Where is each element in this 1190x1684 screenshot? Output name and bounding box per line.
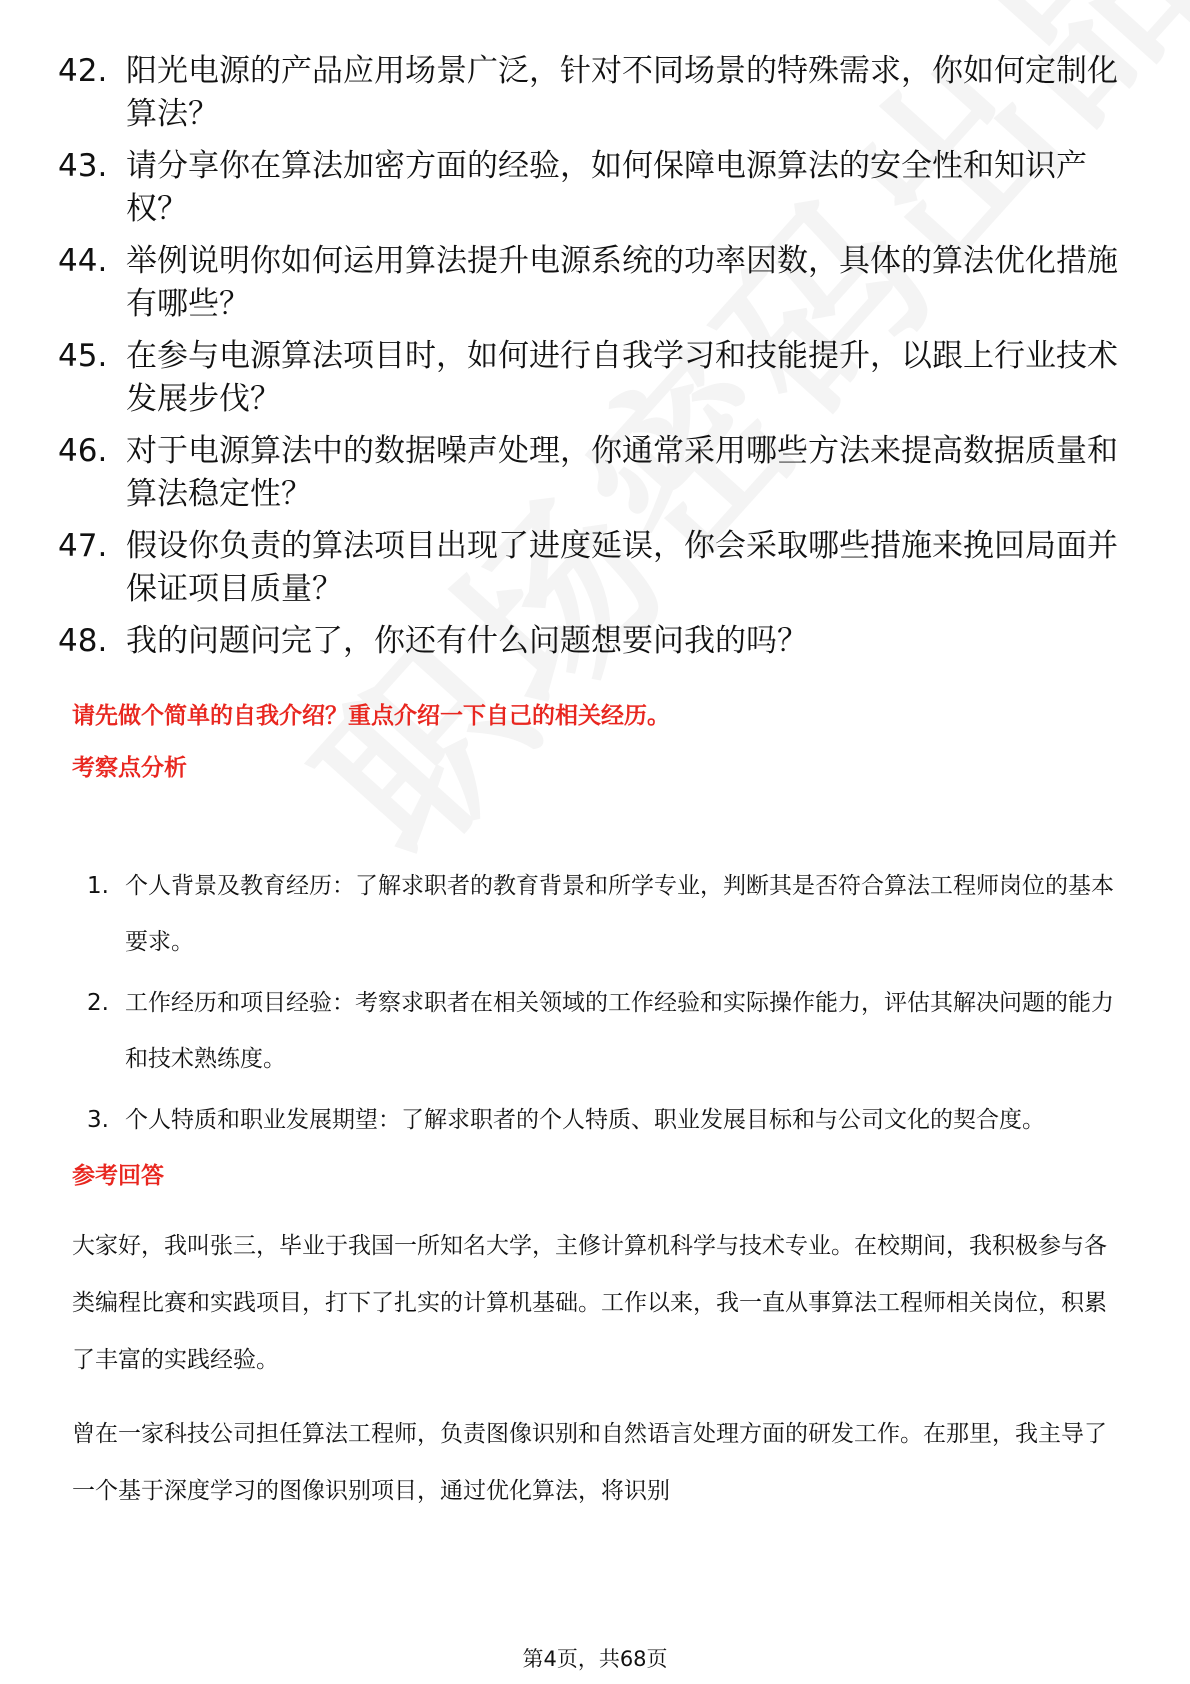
analysis-number: 3. bbox=[87, 1107, 109, 1133]
question-text: 对于电源算法中的数据噪声处理，你通常采用哪些方法来提高数据质量和算法稳定性？ bbox=[126, 433, 1118, 512]
question-item bbox=[58, 335, 1118, 421]
question-item bbox=[58, 525, 1118, 611]
question-number: 48. bbox=[58, 623, 108, 659]
answer-heading: 参考回答 bbox=[72, 1163, 164, 1189]
section-question-heading: 请先做个简单的自我介绍？重点介绍一下自己的相关经历。 bbox=[72, 703, 670, 729]
analysis-item bbox=[72, 858, 1118, 970]
question-list bbox=[58, 50, 1118, 672]
question-number: 47. bbox=[58, 528, 108, 564]
analysis-text: 个人背景及教育经历：了解求职者的教育背景和所学专业，判断其是否符合算法工程师岗位的基本要求。 bbox=[125, 873, 1114, 955]
question-item bbox=[58, 240, 1118, 326]
analysis-text: 工作经历和项目经验：考察求职者在相关领域的工作经验和实际操作能力，评估其解决问题的能力和技术熟练度。 bbox=[125, 990, 1114, 1072]
answer-paragraph: 大家好，我叫张三，毕业于我国一所知名大学，主修计算机科学与技术专业。在校期间，我积极参与各类编程比赛和实践项目，打下了扎实的计算机基础。工作以来，我一直从事算法工程师相关岗位，积累了丰富的实践经验。 bbox=[72, 1233, 1107, 1373]
question-text: 我的问题问完了，你还有什么问题想要问我的吗？ bbox=[126, 623, 808, 659]
question-text: 请分享你在算法加密方面的经验，如何保障电源算法的安全性和知识产权？ bbox=[126, 148, 1087, 227]
question-text: 阳光电源的产品应用场景广泛，针对不同场景的特殊需求，你如何定制化算法？ bbox=[126, 53, 1118, 132]
question-number: 46. bbox=[58, 433, 108, 469]
analysis-number: 2. bbox=[87, 990, 109, 1016]
page-footer: 第4页，共68页 bbox=[522, 1647, 668, 1671]
question-text: 假设你负责的算法项目出现了进度延误，你会采取哪些措施来挽回局面并保证项目质量？ bbox=[126, 528, 1118, 607]
question-number: 42. bbox=[58, 53, 108, 89]
question-number: 44. bbox=[58, 243, 108, 279]
analysis-item bbox=[72, 1092, 1118, 1148]
question-text: 举例说明你如何运用算法提升电源系统的功率因数，具体的算法优化措施有哪些？ bbox=[126, 243, 1118, 322]
question-item bbox=[58, 50, 1118, 136]
question-text: 在参与电源算法项目时，如何进行自我学习和技能提升，以跟上行业技术发展步伐？ bbox=[126, 338, 1118, 417]
answer-paragraph: 曾在一家科技公司担任算法工程师，负责图像识别和自然语言处理方面的研发工作。在那里，我主导了一个基于深度学习的图像识别项目，通过优化算法，将识别 bbox=[72, 1421, 1107, 1504]
analysis-number: 1. bbox=[87, 873, 109, 899]
analysis-text: 个人特质和职业发展期望：了解求职者的个人特质、职业发展目标和与公司文化的契合度。 bbox=[125, 1107, 1045, 1133]
question-number: 43. bbox=[58, 148, 108, 184]
question-item bbox=[58, 620, 1118, 663]
analysis-item bbox=[72, 975, 1118, 1087]
analysis-list bbox=[72, 858, 1118, 1153]
analysis-heading: 考察点分析 bbox=[72, 755, 187, 781]
question-item bbox=[58, 430, 1118, 516]
question-item bbox=[58, 145, 1118, 231]
question-number: 45. bbox=[58, 338, 108, 374]
